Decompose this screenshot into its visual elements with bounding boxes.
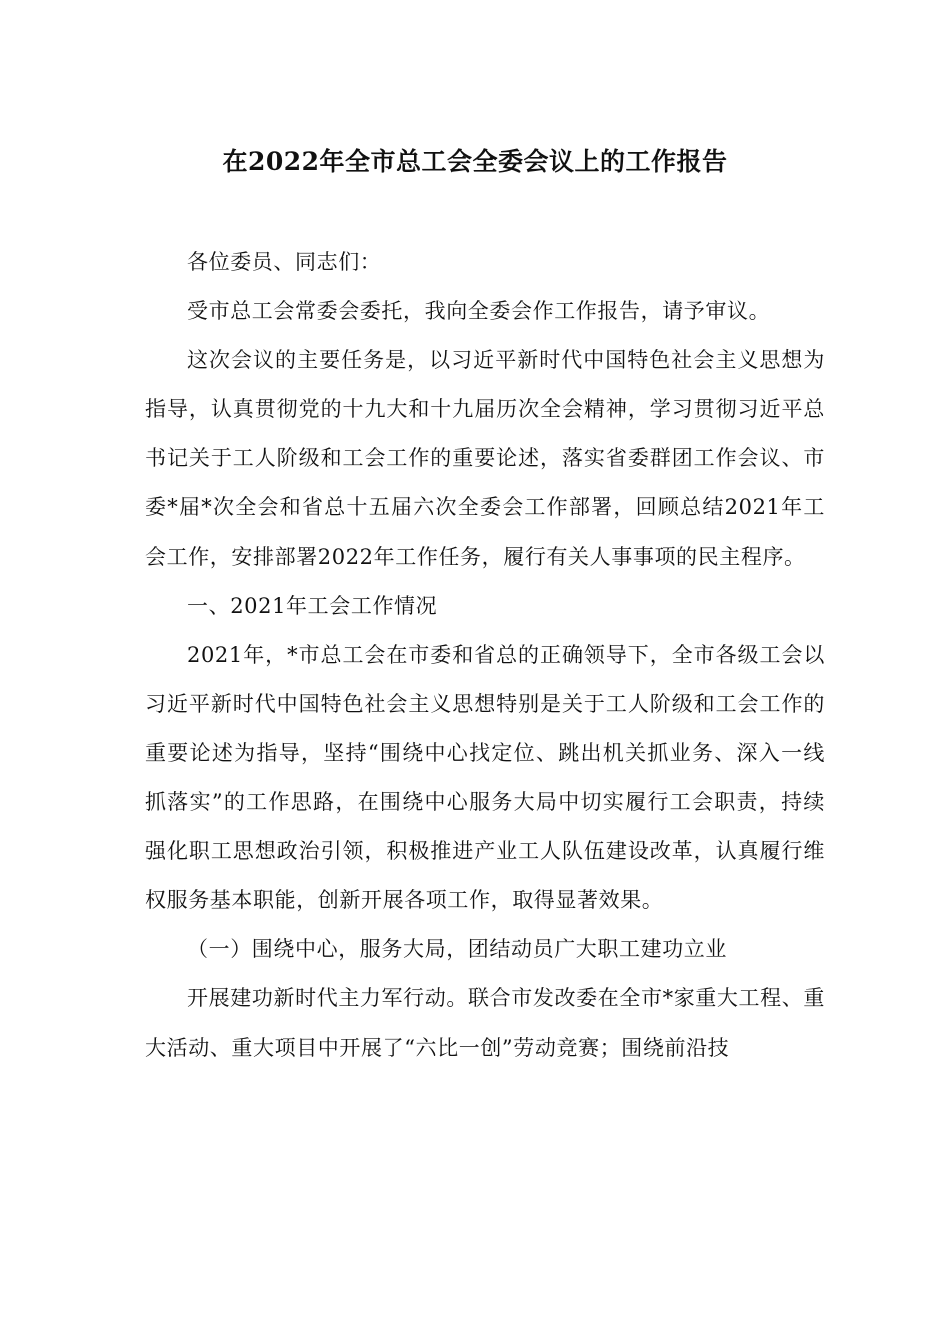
action-paragraph: 开展建功新时代主力军行动。联合市发改委在全市*家重大工程、重大活动、重大项目中开展了“六比一创”劳动竞赛；围绕前沿技	[145, 986, 825, 1060]
intro-paragraph: 受市总工会常委会委托，我向全委会作工作报告，请予审议。	[187, 299, 771, 324]
salutation-paragraph: 各位委员、同志们：	[187, 250, 382, 274]
subsection-heading-1: （一）围绕中心，服务大局，团结动员广大职工建功立业	[187, 937, 727, 962]
document-title: 在2022年全市总工会全委会议上的工作报告	[222, 147, 728, 176]
document-body	[145, 238, 825, 1073]
meeting-task-paragraph: 这次会议的主要任务是，以习近平新时代中国特色社会主义思想为指导，认真贯彻党的十九大和十九届历次全会精神，学习贯彻习近平总书记关于工人阶级和工会工作的重要论述，落实省委群团工作会议、市委*届*次全会和省总十五届六次全委会工作部署，回顾总结2021年工会工作，安排部署2022年工作任务，履行有关人事事项的民主程序。	[145, 348, 825, 569]
summary-paragraph: 2021年，*市总工会在市委和省总的正确领导下，全市各级工会以习近平新时代中国特色社会主义思想特别是关于工人阶级和工会工作的重要论述为指导，坚持“围绕中心找定位、跳出机关抓业务、深入一线抓落实”的工作思路，在围绕中心服务大局中切实履行工会职责，持续强化职工思想政治引领，积极推进产业工人队伍建设改革，认真履行维权服务基本职能，创新开展各项工作，取得显著效果。	[145, 642, 825, 913]
section-heading-1: 一、2021年工会工作情况	[187, 593, 438, 618]
